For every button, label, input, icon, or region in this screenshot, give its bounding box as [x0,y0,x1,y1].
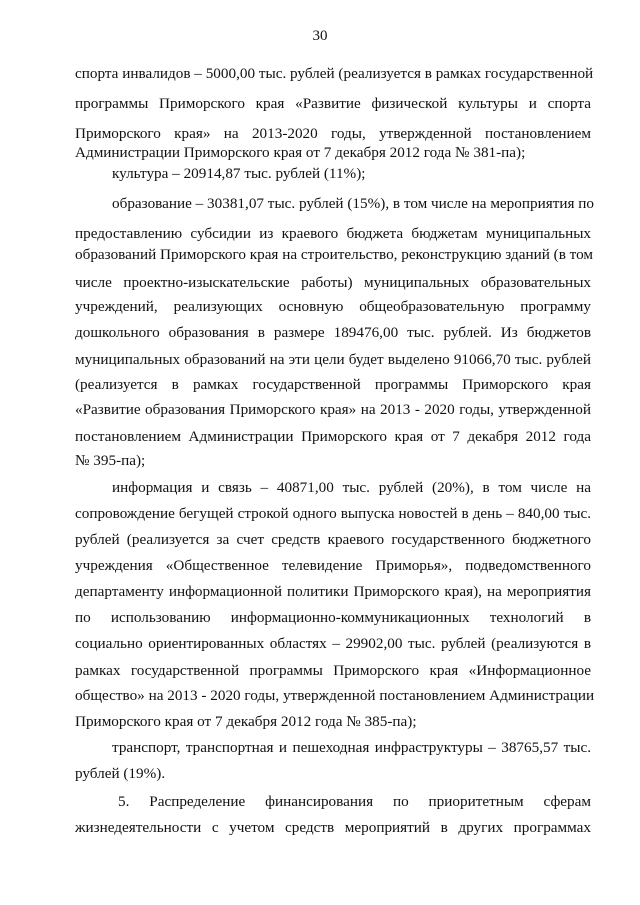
text-line: муниципальных образований на эти цели будет выделено 91066,70 тыс. рублей [75,351,591,368]
text-line: № 395-па); [75,452,146,469]
text-line: общество» на 2013 - 2020 годы, утвержденной постановлением Администрации [75,687,595,704]
text-line: постановлением Администрации Приморского края от 7 декабря 2012 года [75,428,591,445]
text-line: образований Приморского края на строительство, реконструкцию зданий (в том [75,246,594,263]
text-line: информация и связь – 40871,00 тыс. рублей (20%), в том числе на [112,479,591,496]
text-line: дошкольного образования в размере 189476,00 тыс. рублей. Из бюджетов [75,324,591,341]
text-line: культура – 20914,87 тыс. рублей (11%); [112,165,366,182]
text-line: учреждений, реализующих основную общеобразовательную программу [75,298,591,315]
text-line: жизнедеятельности с учетом средств мероприятий в других программах [75,819,591,836]
text-line: департаменту информационной политики Приморского края), на мероприятия [75,583,591,600]
text-line: 5. Распределение финансирования по приоритетным сферам [118,793,591,810]
text-line: «Развитие образования Приморского края» на 2013 - 2020 годы, утвержденной [75,401,591,418]
text-line: учреждения «Общественное телевидение Приморья», подведомственного [75,557,591,574]
text-line: спорта инвалидов – 5000,00 тыс. рублей (реализуется в рамках государственной [75,65,594,82]
text-line: рублей (19%). [75,765,166,782]
text-line: предоставлению субсидии из краевого бюджета бюджетам муниципальных [75,225,591,242]
text-line: (реализуется в рамках государственной программы Приморского края [75,376,591,393]
text-line: транспорт, транспортная и пешеходная инфраструктуры – 38765,57 тыс. [112,739,591,756]
text-line: Администрации Приморского края от 7 декабря 2012 года № 381-па); [75,144,526,161]
text-line: образование – 30381,07 тыс. рублей (15%), в том числе на мероприятия по [112,195,594,212]
text-line: числе проектно-изыскательские работы) муниципальных образовательных [75,274,591,291]
text-line: социально ориентированных областях – 29902,00 тыс. рублей (реализуются в [75,635,591,652]
text-line: рамках государственной программы Приморского края «Информационное [75,662,591,679]
text-line: программы Приморского края «Развитие физической культуры и спорта [75,95,591,112]
text-line: по использованию информационно-коммуникационных технологий в [75,609,591,626]
page-number: 30 [312,28,328,44]
text-line: сопровождение бегущей строкой одного выпуска новостей в день – 840,00 тыс. [75,505,591,522]
text-line: Приморского края» на 2013-2020 годы, утвержденной постановлением [75,125,591,142]
text-line: Приморского края от 7 декабря 2012 года № 385-па); [75,713,417,730]
text-line: рублей (реализуется за счет средств краевого государственного бюджетного [75,531,591,548]
